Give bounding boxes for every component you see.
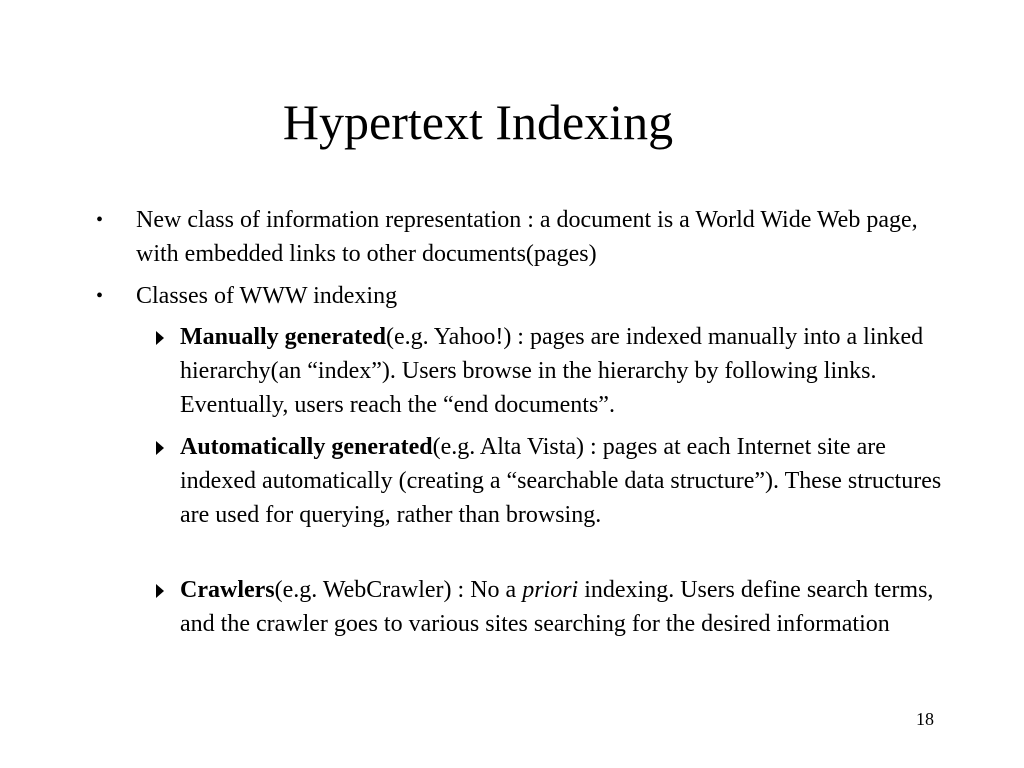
bullet-text: Classes of WWW indexing [136, 283, 398, 309]
sub-bullet-item [156, 320, 956, 422]
sub-bullet-item [156, 430, 956, 532]
sub-bullet-description: (e.g. Yahoo!) : pages are indexed manually into a linked hierarchy(an “index”). Users browse in the hierarchy by following links. Eventually, users reach the “end documents”. [180, 324, 924, 418]
triangle-right-icon [156, 584, 164, 598]
sub-bullet-emphasis: priori [522, 577, 579, 603]
sub-bullet-text [180, 430, 956, 532]
slide-title: Hypertext Indexing [282, 94, 674, 150]
sub-bullet-description: (e.g. WebCrawler) : No a [274, 577, 523, 603]
sub-bullet-term: Manually generated [180, 324, 386, 350]
sub-bullet-text [180, 320, 956, 422]
sub-bullet-description: (e.g. Alta Vista) : pages at each Internet site are indexed automatically (creating a “searchable data structure”). These structures are used for querying, rather than browsing. [180, 434, 942, 528]
bullet-icon: • [96, 285, 104, 307]
sub-bullet-term: Automatically generated [180, 434, 433, 460]
bullet-item [96, 279, 956, 313]
sub-bullet-text [180, 573, 956, 641]
bullet-text: New class of information representation : a document is a World Wide Web page, with embedded links to other documents(pages) [136, 207, 918, 267]
bullet-item [96, 203, 956, 271]
triangle-right-icon [156, 331, 164, 345]
page-number: 18 [916, 709, 934, 729]
bullet-icon: • [96, 209, 104, 231]
sub-bullet-term: Crawlers [180, 577, 275, 603]
triangle-right-icon [156, 441, 164, 455]
sub-bullet-description: indexing. Users define search terms, and the crawler goes to various sites searching for the desired information [180, 577, 934, 637]
sub-bullet-item [156, 573, 956, 641]
